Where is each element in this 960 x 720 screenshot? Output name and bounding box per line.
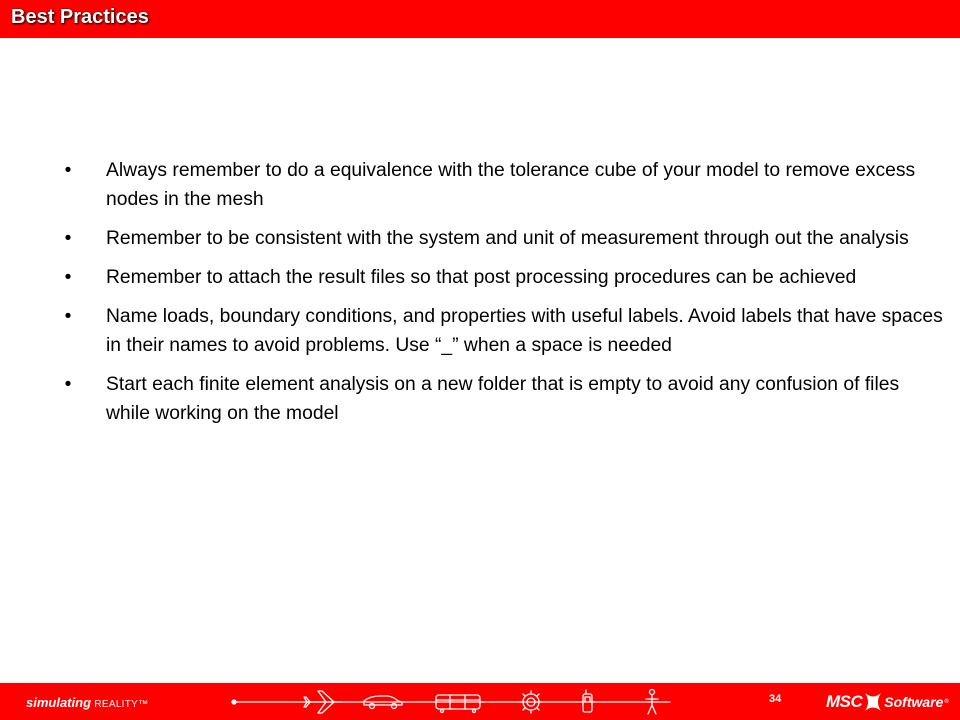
airplane-icon: [304, 691, 342, 713]
bullet-text: Start each finite element analysis on a new folder that is empty to avoid any confusion of files while working on the model: [106, 374, 900, 424]
footer-bar: [0, 683, 960, 720]
bullet-item: [0, 156, 960, 214]
swoosh-logo-icon: [863, 690, 883, 714]
bullet-item: [0, 302, 960, 360]
bullet-dot-icon: •: [64, 160, 72, 181]
logo-software-text: Software: [884, 694, 944, 710]
bullet-text: Always remember to do a equivalence with the tolerance cube of your model to remove excess nodes in the mesh: [106, 160, 916, 210]
bullet-dot-icon: •: [64, 374, 72, 395]
logo-msc-text: MSC: [826, 692, 863, 711]
bullet-item: [0, 224, 960, 253]
train-icon: [436, 695, 480, 713]
bullet-item: [0, 263, 960, 292]
industry-icon-strip: [230, 687, 710, 717]
brand-main: simulating: [26, 695, 92, 710]
brand-sub: REALITY™: [94, 699, 149, 710]
bullet-text: Name loads, boundary conditions, and properties with useful labels. Avoid labels that have spaces in their names to avoid problems. Use “_” when a space is needed: [106, 306, 943, 356]
logo-registered-mark: ®: [944, 699, 949, 705]
bullet-item: [0, 370, 960, 428]
bullet-dot-icon: •: [64, 306, 72, 327]
brand-tagline: [26, 695, 148, 710]
connector-start-dot-icon: [232, 700, 236, 704]
title-bar: [0, 0, 960, 38]
bullet-list: [0, 156, 960, 438]
bullet-dot-icon: •: [64, 267, 72, 288]
bullet-dot-icon: •: [64, 228, 72, 249]
bullet-text: Remember to attach the result files so that post processing procedures can be achieved: [106, 267, 857, 288]
slide-title: Best Practices: [11, 6, 149, 28]
msc-software-logo: [826, 687, 949, 717]
phone-icon: [583, 690, 592, 712]
bullet-text: Remember to be consistent with the system and unit of measurement through out the analysis: [106, 228, 909, 249]
page-number: 34: [769, 693, 782, 705]
